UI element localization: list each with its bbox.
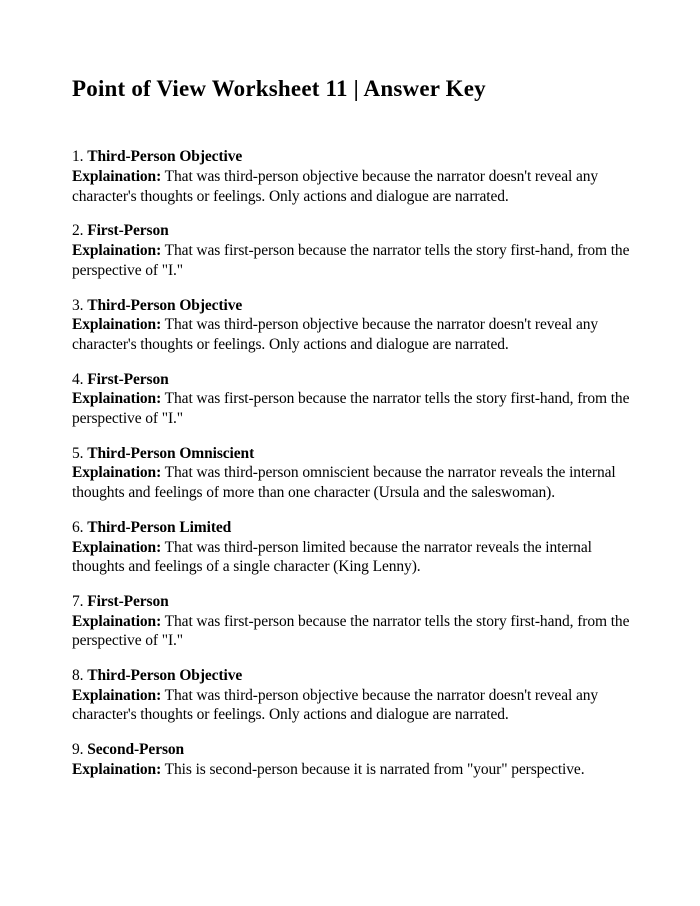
explanation-label: Explaination: xyxy=(72,168,162,185)
item-answer: First-Person xyxy=(87,592,169,610)
item-answer: Third-Person Objective xyxy=(87,148,243,166)
answer-item xyxy=(72,370,632,429)
answer-item xyxy=(72,592,632,651)
item-answer: Third-Person Objective xyxy=(87,296,243,314)
item-number: 8. xyxy=(72,667,84,685)
item-heading xyxy=(72,296,632,316)
explanation-text: This is second-person because it is narrated from "your" perspective. xyxy=(164,760,585,778)
item-heading xyxy=(72,740,632,760)
item-explanation xyxy=(72,760,632,780)
item-explanation xyxy=(72,612,632,651)
answer-item xyxy=(72,666,632,725)
item-number: 6. xyxy=(72,518,84,536)
explanation-text: That was third-person objective because the narrator doesn't reveal any character's thoughts or feelings. Only actions and dialogue are narrated. xyxy=(72,316,599,353)
item-explanation xyxy=(72,538,632,577)
explanation-text: That was third-person omniscient because the narrator reveals the internal thoughts and feelings of more than one character (Ursula and the saleswoman). xyxy=(72,464,616,502)
item-answer: Third-Person Omniscient xyxy=(87,444,255,462)
item-explanation xyxy=(72,686,632,725)
item-number: 9. xyxy=(72,741,84,759)
explanation-text: That was third-person limited because the narrator reveals the internal thoughts and feelings of a single character (King Lenny). xyxy=(72,538,592,576)
item-number: 2. xyxy=(72,222,84,240)
explanation-text: That was third-person objective because the narrator doesn't reveal any character's thoughts or feelings. Only actions and dialogue are narrated. xyxy=(72,168,599,205)
explanation-text: That was third-person objective because the narrator doesn't reveal any character's thoughts or feelings. Only actions and dialogue are narrated. xyxy=(72,686,599,724)
item-answer: Second-Person xyxy=(87,741,185,759)
item-number: 5. xyxy=(72,444,84,462)
item-number: 1. xyxy=(72,148,84,166)
explanation-label: Explaination: xyxy=(72,242,162,260)
explanation-label: Explaination: xyxy=(72,686,162,704)
explanation-label: Explaination: xyxy=(72,390,162,408)
answer-item xyxy=(72,518,632,577)
explanation-text: That was first-person because the narrator tells the story first-hand, from the perspective of "I." xyxy=(72,242,630,279)
explanation-label: Explaination: xyxy=(72,760,162,778)
item-answer: First-Person xyxy=(87,370,169,388)
explanation-label: Explaination: xyxy=(72,612,162,630)
item-answer: First-Person xyxy=(87,222,169,240)
item-number: 3. xyxy=(72,296,84,314)
answer-item xyxy=(72,444,632,503)
item-heading xyxy=(72,444,632,464)
item-explanation xyxy=(72,315,632,354)
item-explanation xyxy=(72,463,632,502)
answer-item xyxy=(72,147,632,206)
explanation-text: That was first-person because the narrator tells the story first-hand, from the perspective of "I." xyxy=(72,612,630,650)
item-heading xyxy=(72,221,632,241)
explanation-label: Explaination: xyxy=(72,538,162,556)
item-heading xyxy=(72,147,632,167)
item-explanation xyxy=(72,389,632,428)
item-heading xyxy=(72,592,632,612)
answer-item xyxy=(72,221,632,280)
item-heading xyxy=(72,518,632,538)
item-answer: Third-Person Objective xyxy=(87,667,243,685)
answer-item xyxy=(72,740,632,779)
answer-item xyxy=(72,296,632,355)
item-number: 4. xyxy=(72,370,84,388)
item-heading xyxy=(72,666,632,686)
explanation-label: Explaination: xyxy=(72,316,162,334)
item-number: 7. xyxy=(72,592,84,610)
explanation-text: That was first-person because the narrator tells the story first-hand, from the perspective of "I." xyxy=(72,390,630,428)
explanation-label: Explaination: xyxy=(72,464,162,482)
item-explanation xyxy=(72,241,632,280)
page-title: Point of View Worksheet 11 | Answer Key xyxy=(72,76,486,101)
item-explanation xyxy=(72,167,632,206)
item-heading xyxy=(72,370,632,390)
item-answer: Third-Person Limited xyxy=(87,518,232,536)
